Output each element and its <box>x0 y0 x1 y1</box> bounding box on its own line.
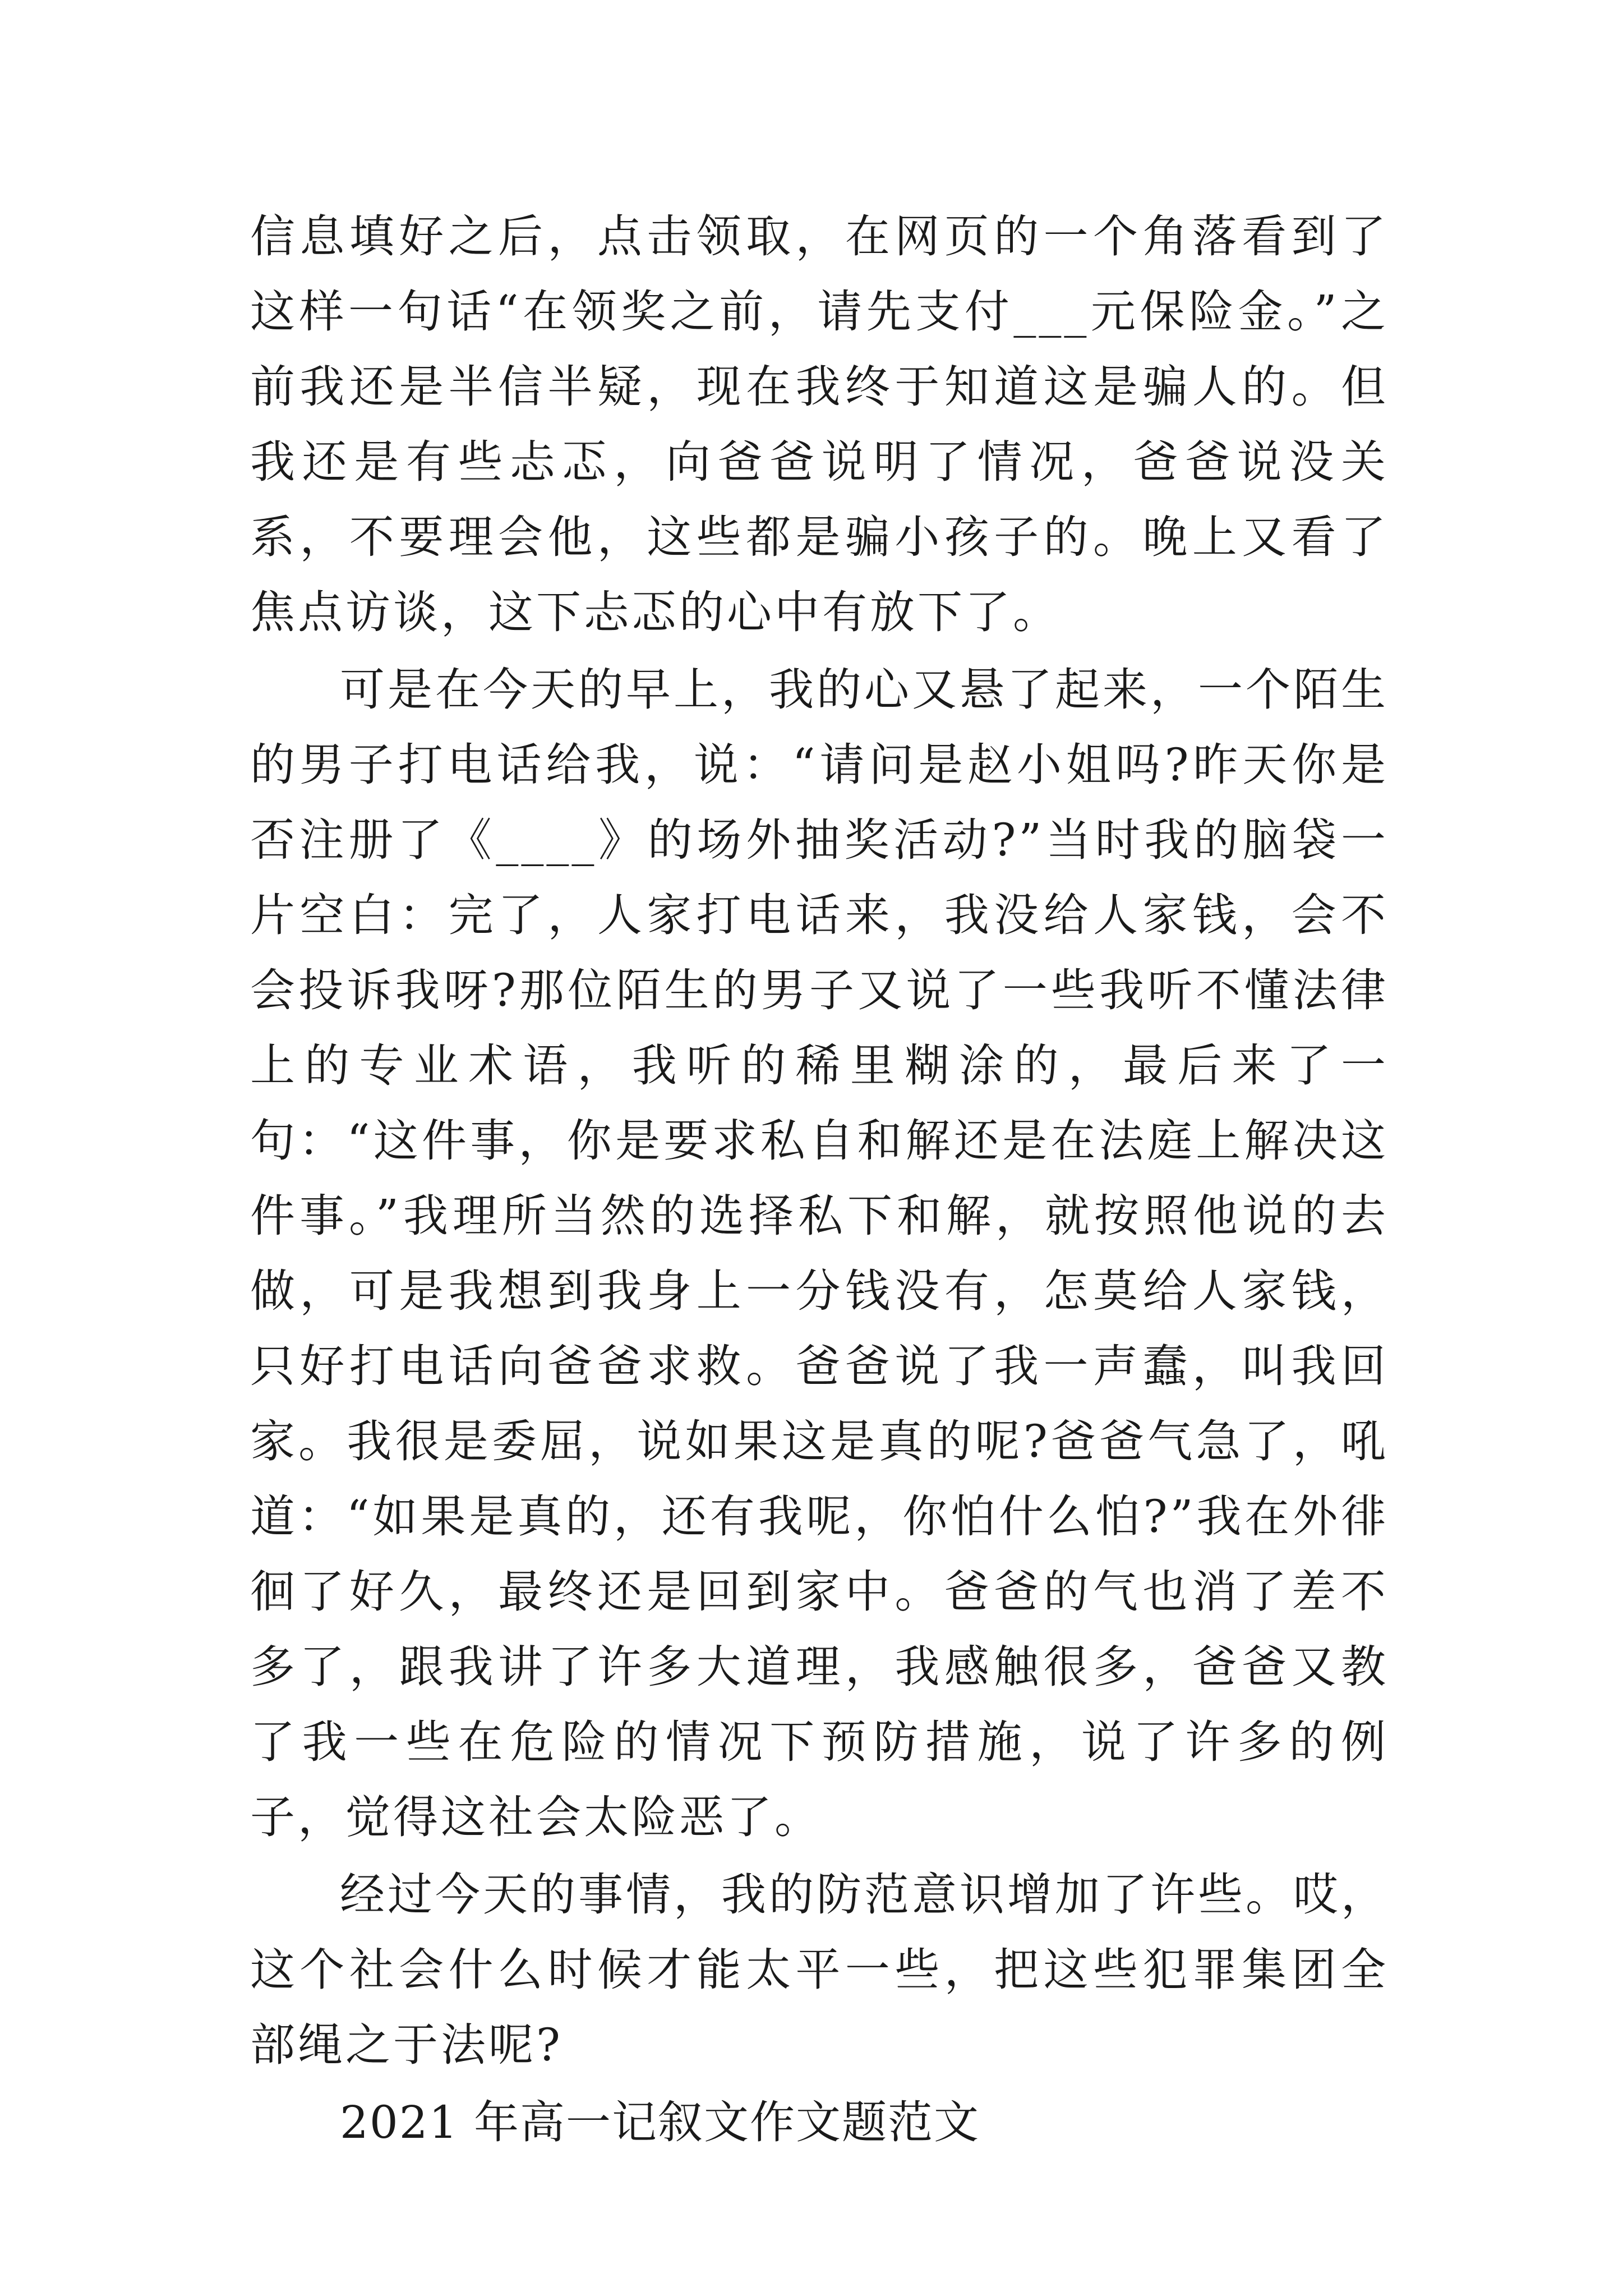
paragraph-1: 信息填好之后，点击领取，在网页的一个角落看到了这样一句话“在领奖之前，请先支付___元保险金。”之前我还是半信半疑，现在我终于知道这是骗人的。但我还是有些忐忑，向爸爸说明了情况，爸爸说没关系，不要理会他，这些都是骗小孩子的。晚上又看了焦点访谈，这下忐忑的心中有放下了。 <box>250 210 1389 638</box>
paragraph-2: 可是在今天的早上，我的心又悬了起来，一个陌生的男子打电话给我，说：“请问是赵小姐吗?昨天你是否注册了《____》的场外抽奖活动?”当时我的脑袋一片空白：完了，人家打电话来，我没给人家钱，会不会投诉我呀?那位陌生的男子又说了一些我听不懂法律上的专业术语，我听的稀里糊涂的，最后来了一句：“这件事，你是要求私自和解还是在法庭上解决这件事。”我理所当然的选择私下和解，就按照他说的去做，可是我想到我身上一分钱没有，怎莫给人家钱，只好打电话向爸爸求救。爸爸说了我一声蠢，叫我回家。我很是委屈，说如果这是真的呢?爸爸气急了，吼道：“如果是真的，还有我呢，你怕什么怕?”我在外徘徊了好久，最终还是回到家中。爸爸的气也消了差不多了，跟我讲了许多大道理，我感触很多，爸爸又教了我一些在危险的情况下预防措施，说了许多的例子，觉得这社会太险恶了。 <box>250 664 1389 1843</box>
document-body <box>250 199 1389 2160</box>
paragraph-3: 经过今天的事情，我的防范意识增加了许些。哎，这个社会什么时候才能太平一些，把这些犯罪集团全部绳之于法呢? <box>250 1869 1389 2071</box>
section-heading: 2021 年高一记叙文作文题范文 <box>340 2096 980 2148</box>
